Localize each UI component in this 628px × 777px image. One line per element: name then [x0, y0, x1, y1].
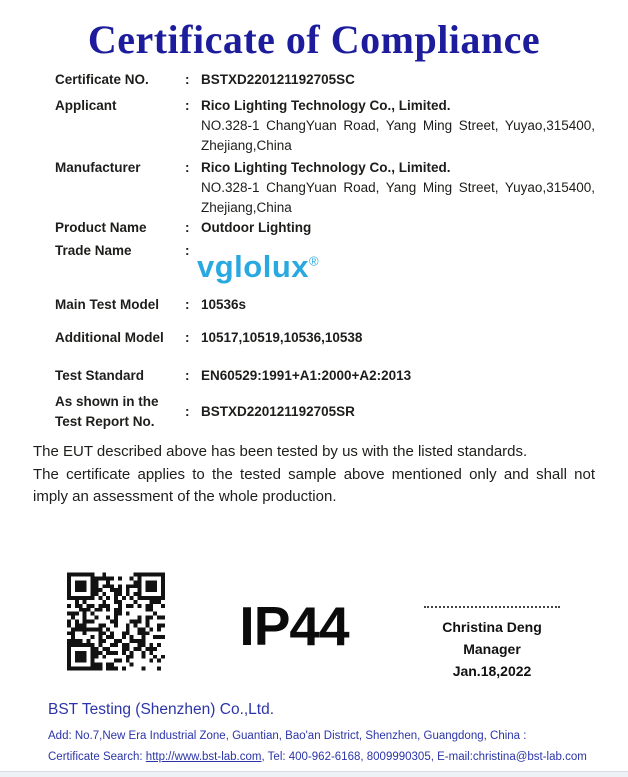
main-test-model-value: 10536s: [201, 297, 247, 312]
colon: :: [185, 243, 190, 258]
manufacturer-company: Rico Lighting Technology Co., Limited.: [201, 160, 451, 175]
certificate-fields: [55, 70, 595, 432]
test-report-no-value: BSTXD220121192705SR: [201, 404, 355, 419]
field-label-test-report-no: As shown in the Test Report No.: [55, 394, 159, 429]
product-name-value: Outdoor Lighting: [201, 220, 312, 235]
signatory-title: Manager: [463, 641, 521, 657]
colon: :: [185, 368, 190, 383]
certificate-search-label: Certificate Search:: [48, 751, 146, 763]
test-standard-value: EN60529:1991+A1:2000+A2:2013: [201, 368, 412, 383]
field-label-certificate-no: Certificate NO.: [55, 72, 149, 87]
lab-address: Add: No.7,New Era Industrial Zone, Guantian, Bao'an District, Shenzhen, Guangdong, China :: [48, 730, 527, 742]
lab-footer: [48, 701, 608, 768]
field-row-certificate-no: [55, 70, 595, 90]
colon: :: [185, 404, 190, 419]
field-label-additional-model: Additional Model: [55, 330, 164, 345]
field-label-trade-name: Trade Name: [55, 243, 132, 258]
certificate-search-link[interactable]: http://www.bst-lab.com: [145, 751, 262, 763]
field-row-applicant: [55, 96, 595, 156]
field-label-manufacturer: Manufacturer: [55, 160, 141, 175]
qr-code: [67, 571, 165, 672]
field-row-main-test-model: [55, 295, 595, 315]
field-row-test-report-no: [55, 392, 595, 432]
lab-contact-line: [48, 747, 608, 768]
colon: :: [185, 330, 190, 345]
compliance-statement: [33, 441, 595, 509]
field-row-test-standard: [55, 366, 595, 386]
lab-contact-details: , Tel: 400-962-6168, 8009990305, E-mail:christina@bst-lab.com: [261, 751, 587, 763]
colon: :: [185, 72, 190, 87]
lab-company-name: BST Testing (Shenzhen) Co.,Ltd.: [48, 701, 275, 718]
colon: :: [185, 98, 190, 113]
field-label-applicant: Applicant: [55, 98, 117, 113]
certificate-title: Certificate of Compliance: [87, 17, 541, 62]
signature-block: [424, 606, 560, 682]
signatory-date: Jan.18,2022: [452, 663, 532, 679]
colon: :: [185, 220, 190, 235]
applicant-company: Rico Lighting Technology Co., Limited.: [201, 98, 451, 113]
signatory-name: Christina Deng: [442, 619, 542, 635]
field-row-product-name: [55, 218, 595, 238]
trade-name-logo: [197, 249, 595, 291]
field-label-product-name: Product Name: [55, 220, 147, 235]
field-row-manufacturer: [55, 158, 595, 218]
field-label-main-test-model: Main Test Model: [55, 297, 160, 312]
colon: :: [185, 160, 190, 175]
certificate-no-value: BSTXD220121192705SC: [201, 72, 355, 87]
ip-rating: IP44: [239, 595, 349, 657]
applicant-address: NO.328-1 ChangYuan Road, Yang Ming Street, Yuyao,315400, Zhejiang,China: [201, 118, 595, 153]
page-bottom-strip: [0, 771, 628, 777]
vglolux-brand-logo: vglolux®: [197, 249, 320, 284]
manufacturer-address: NO.328-1 ChangYuan Road, Yang Ming Street, Yuyao,315400, Zhejiang,China: [201, 180, 595, 215]
field-label-test-standard: Test Standard: [55, 368, 145, 383]
statement-line-1: The EUT described above has been tested by us with the listed standards.: [33, 443, 528, 460]
statement-line-2: The certificate applies to the tested sample above mentioned only and shall not imply an assessment of the whole production.: [33, 465, 595, 505]
registered-mark-icon: ®: [309, 253, 320, 269]
colon: :: [185, 297, 190, 312]
signature-dotted-line: [424, 606, 560, 608]
field-row-additional-model: [55, 328, 595, 348]
additional-model-value: 10517,10519,10536,10538: [201, 330, 363, 345]
